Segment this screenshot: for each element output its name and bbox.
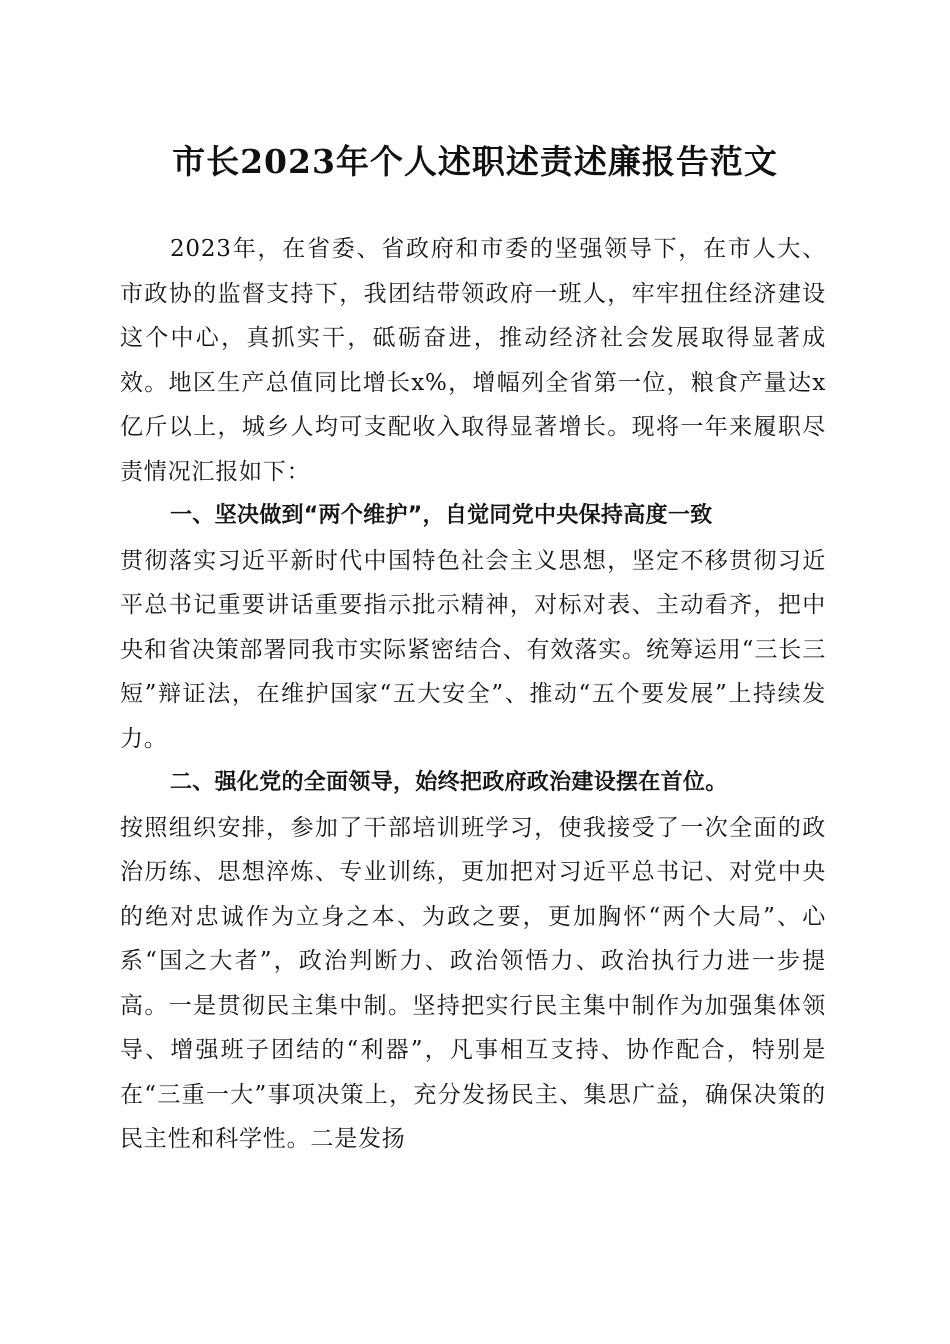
document-title: 市长2023年个人述职述责述廉报告范文: [172, 142, 778, 181]
section-heading-2: 二、强化党的全面领导，始终把政府政治建设摆在首位。: [170, 770, 728, 795]
intro-paragraph: 2023年，在省委、省政府和市委的坚强领导下，在市人大、市政协的监督支持下，我团结带领政府一班人，牢牢扭住经济建设这个中心，真抓实干，砥砺奋进，推动经济社会发展取得显著成效。地区生产总值同比增长x%，增幅列全省第一位，粮食产量达x亿斤以上，城乡人均可支配收入取得显著增长。现将一年来履职尽责情况汇报如下：: [120, 236, 826, 485]
section-text-2: 按照组织安排，参加了干部培训班学习，使我接受了一次全面的政治历练、思想淬炼、专业训练，更加把对习近平总书记、对党中央的绝对忠诚作为立身之本、为政之要，更加胸怀“两个大局”、心系“国之大者”，政治判断力、政治领悟力、政治执行力进一步提高。一是贯彻民主集中制。坚持把实行民主集中制作为加强集体领导、增强班子团结的“利器”，凡事相互支持、协作配合，特别是在“三重一大”事项决策上，充分发扬民主、集思广益，确保决策的民主性和科学性。二是发扬: [120, 814, 826, 1152]
document-body: [120, 227, 826, 1162]
section-text-1: 贯彻落实习近平新时代中国特色社会主义思想，坚定不移贯彻习近平总书记重要讲话重要指示批示精神，对标对表、主动看齐，把中央和省决策部署同我市实际紧密结合、有效落实。统筹运用“三长三短”辩证法，在维护国家“五大安全”、推动“五个要发展”上持续发力。: [120, 547, 826, 752]
section-heading-1: 一、坚决做到“两个维护”，自觉同党中央保持高度一致: [170, 503, 713, 528]
